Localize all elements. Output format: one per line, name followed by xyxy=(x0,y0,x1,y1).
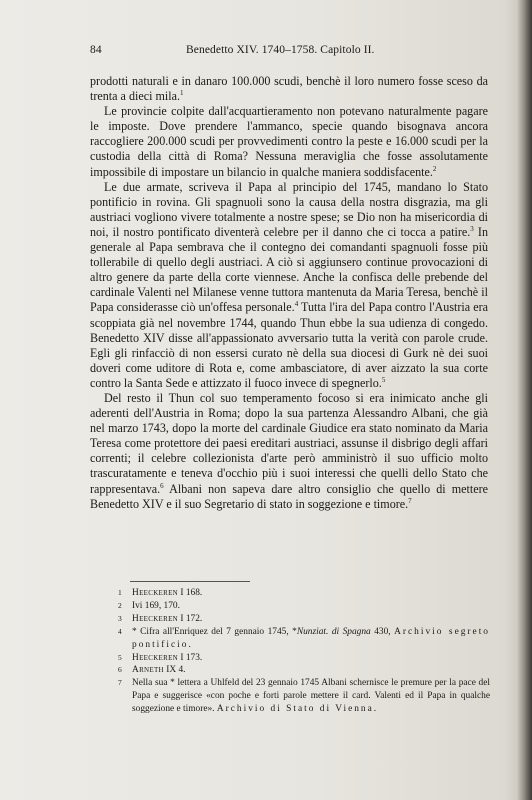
footnote-number: 5 xyxy=(118,652,122,662)
footnote-ref: 4 xyxy=(294,300,299,309)
paragraph-text: Albani non sapeva dare altro consiglio che quello di mettere Benedetto XIV e il suo Segretario di stato in soggezione e timore. xyxy=(90,481,488,511)
paragraph-text: Le provincie colpite dall'acquartieramento non potevano naturalmente pagare le imposte. Dove prendere l'ammanco, specie quando bisognava ancora raccogliere 200.000 scudi per provvedimenti contro la peste e 16.000 scudi per la custodia della città di Roma? Nessuna meraviglia che fosse assolutamente impossibile di impostare un bilancio in qualche maniera soddisfacente. xyxy=(90,104,488,179)
footnote-text: IX 4. xyxy=(163,665,186,676)
footnote xyxy=(118,652,490,665)
footnote-number: 7 xyxy=(118,678,122,688)
footnotes xyxy=(118,587,490,716)
footnote-ref: 7 xyxy=(408,496,412,505)
footnote-source: Nunziat. di Spagna xyxy=(296,626,371,637)
footnote xyxy=(118,664,490,677)
page-edge-shadow xyxy=(516,0,532,800)
paragraph xyxy=(90,104,488,179)
paragraph xyxy=(90,74,488,104)
footnote xyxy=(118,626,490,652)
paragraph-text: Tutta l'ira del Papa contro l'Austria era scoppiata già nel novembre 1744, quando Thun ebbe la sua udienza di congedo. Benedetto XIV disse all'appassionato avversario tutta la verità con parole crude. Egli gli rinfacciò di non essersi curato nè della sua diocesi di Gurk nè dei suoi doveri come uditore di Rota e, come ambasciatore, di aver aizzato la sua corte contro la Santa Sede e attizzato il fuoco invece di spegnerlo. xyxy=(90,300,488,390)
footnote-archive: Archivio segreto pontificio. xyxy=(132,626,490,650)
footnote-divider xyxy=(130,581,250,582)
footnote-number: 1 xyxy=(118,588,122,597)
footnote-author: Heeckeren xyxy=(132,588,179,598)
footnote-ref: 6 xyxy=(160,481,164,490)
footnote-text: 430, xyxy=(370,626,395,637)
paragraph xyxy=(90,391,488,512)
footnote xyxy=(118,613,490,626)
footnote-ref: 1 xyxy=(180,89,184,98)
page-number: 84 xyxy=(90,44,102,56)
footnote xyxy=(118,587,490,600)
paragraph-text: Le due armate, scriveva il Papa al principio del 1745, mandano lo Stato pontificio in rovina. Gli spagnuoli sono la causa della nostra disgrazia, ma gli austriaci vogliono vivere totalmente a nostre spese; se Dio non ha misericordia di noi, il nostro pontificato diventerà celebre per il danno che ci tocca a patire. xyxy=(90,179,488,239)
footnote-number: 4 xyxy=(118,626,122,636)
footnote-author: Heeckeren xyxy=(132,652,179,663)
footnote-text: Ivi 169, 170. xyxy=(132,600,180,611)
footnote-number: 6 xyxy=(118,665,122,675)
page-header xyxy=(90,44,490,60)
footnote-text: Nella sua * lettera a Uhlfeld del 23 gennaio 1745 Albani schernisce le premure per la pace del Papa e suggerisce «con poche e forti parole mettere il card. Valenti ed il Papa in qualche soggezione e timore». xyxy=(132,678,490,715)
footnote-ref: 5 xyxy=(381,375,386,384)
footnote xyxy=(118,600,490,613)
footnote-author: Heeckeren xyxy=(132,613,179,624)
paragraph-text: Del resto il Thun col suo temperamento focoso si era inimicato anche gli aderenti dell'Austria in Roma; dopo la sua partenza Alessandro Albani, che già nel marzo 1743, dopo la morte del cardinale Giudice era stato nominato da Maria Teresa come protettore dei paesi ereditari austriaci, assunse il disbrigo degli affari correnti; il celebre collezionista d'arte però amministrò il suo ufficio molto trascuratamente e teneva d'occhio più i suoi interessi che quelli dello Stato che rappresentava. xyxy=(90,390,488,496)
footnote-ref: 2 xyxy=(432,164,437,173)
footnote-text: I 173. xyxy=(178,652,203,663)
footnote-text: I 172. xyxy=(178,613,203,624)
paragraph-text: In generale al Papa sembrava che il contegno dei comandanti spagnuoli fosse più tollerabile di quello degli austriaci. A ciò si aggiunsero continue provocazioni di altro genere da parte della corte viennese. Anche la confisca delle prebende del cardinale Valenti nel Milanese venne tuttora mantenuta da Maria Teresa, benchè il Papa considerasse ciò un'offesa personale. xyxy=(90,224,488,315)
footnote-number: 3 xyxy=(118,613,122,623)
footnote xyxy=(118,677,490,716)
footnote-ref: 3 xyxy=(470,224,474,233)
main-text xyxy=(90,74,488,512)
footnote-text: I 168. xyxy=(178,588,203,598)
paragraph-text: prodotti naturali e in danaro 100.000 scudi, benchè il loro numero fosse sceso da trenta a dieci mila. xyxy=(90,74,488,104)
footnote-text: * Cifra all'Enriquez del 7 gennaio 1745, * xyxy=(132,626,297,637)
running-title: Benedetto XIV. 1740–1758. Capitolo II. xyxy=(186,44,375,56)
footnote-archive: Archivio di Stato di Vienna. xyxy=(216,704,379,715)
paragraph xyxy=(90,180,488,391)
footnote-number: 2 xyxy=(118,600,122,610)
footnote-author: Arneth xyxy=(132,665,164,676)
